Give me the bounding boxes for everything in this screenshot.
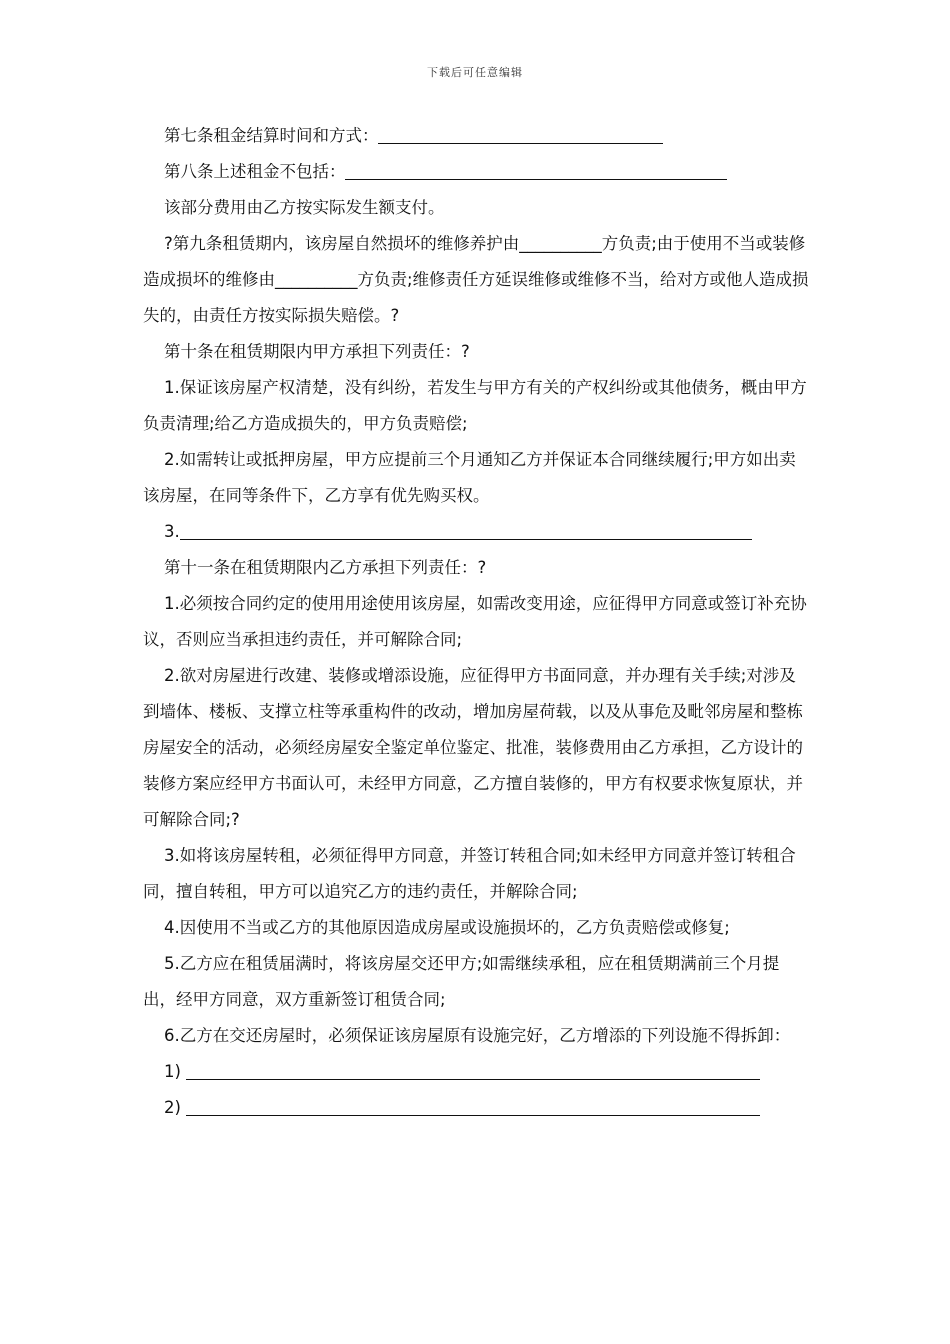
- paragraph-text: 1.保证该房屋产权清楚，没有纠纷，若发生与甲方有关的产权纠纷或其他债务，概由甲方负责清理;给乙方造成损失的，甲方负责赔偿;: [143, 378, 807, 433]
- paragraph-text: 1.必须按合同约定的使用用途使用该房屋，如需改变用途，应征得甲方同意或签订补充协议，否则应当承担违约责任，并可解除合同;: [143, 594, 807, 649]
- paragraph: [143, 1054, 809, 1090]
- paragraph: [143, 1090, 809, 1126]
- paragraph: [143, 838, 809, 910]
- fill-in-blank-line[interactable]: [378, 125, 663, 144]
- paragraph: [143, 442, 809, 514]
- paragraph-text: 第十条在租赁期限内甲方承担下列责任：?: [163, 342, 470, 361]
- paragraph-text: 3.如将该房屋转租，必须征得甲方同意，并签订转租合同;如未经甲方同意并签订转租合同，擅自转租，甲方可以追究乙方的违约责任，并解除合同;: [143, 846, 796, 901]
- paragraph-text: 该部分费用由乙方按实际发生额支付。: [163, 198, 445, 217]
- paragraph: [143, 514, 809, 550]
- fill-in-blank-line[interactable]: [186, 1061, 760, 1080]
- paragraph-text: 6.乙方在交还房屋时，必须保证该房屋原有设施完好，乙方增添的下列设施不得拆卸：: [163, 1026, 791, 1045]
- paragraph: [143, 190, 809, 226]
- paragraph: [143, 1018, 809, 1054]
- paragraph: [143, 154, 809, 190]
- paragraph-text: 2.欲对房屋进行改建、装修或增添设施，应征得甲方书面同意，并办理有关手续;对涉及到墙体、楼板、支撑立柱等承重构件的改动，增加房屋荷载，以及从事危及毗邻房屋和整栋房屋安全的活动，必须经房屋安全鉴定单位鉴定、批准，装修费用由乙方承担，乙方设计的装修方案应经甲方书面认可，未经甲方同意，乙方擅自装修的，甲方有权要求恢复原状，并可解除合同;?: [143, 666, 803, 829]
- paragraph-text: 2): [163, 1098, 187, 1117]
- paragraph: [143, 370, 809, 442]
- paragraph-text: ?第九条租赁期内，该房屋自然损坏的维修养护由__________方负责;由于使用不当或装修造成损坏的维修由__________方负责;维修责任方延误维修或维修不当，给对方或他人造成损失的，由责任方按实际损失赔偿。?: [143, 234, 809, 325]
- paragraph-text: 2.如需转让或抵押房屋，甲方应提前三个月通知乙方并保证本合同继续履行;甲方如出卖该房屋，在同等条件下，乙方享有优先购买权。: [143, 450, 796, 505]
- paragraph: [143, 550, 809, 586]
- fill-in-blank-line[interactable]: [180, 521, 752, 540]
- paragraph: [143, 226, 809, 334]
- paragraph-text: 5.乙方应在租赁届满时，将该房屋交还甲方;如需继续承租，应在租赁期满前三个月提出，经甲方同意，双方重新签订租赁合同;: [143, 954, 780, 1009]
- page-header: 下载后可任意编辑: [427, 66, 523, 79]
- paragraph-text: 第七条租金结算时间和方式：: [163, 126, 379, 145]
- paragraph: [143, 118, 809, 154]
- paragraph-text: 第八条上述租金不包括：: [163, 162, 346, 181]
- paragraph: [143, 658, 809, 838]
- paragraph-text: 第十一条在租赁期限内乙方承担下列责任：?: [163, 558, 487, 577]
- paragraph: [143, 910, 809, 946]
- fill-in-blank-line[interactable]: [345, 161, 727, 180]
- paragraph-text: 3.: [163, 522, 180, 541]
- document-body: [143, 118, 809, 1126]
- paragraph-text: 1): [163, 1062, 187, 1081]
- fill-in-blank-line[interactable]: [186, 1097, 760, 1116]
- paragraph: [143, 946, 809, 1018]
- paragraph: [143, 586, 809, 658]
- paragraph-text: 4.因使用不当或乙方的其他原因造成房屋或设施损坏的，乙方负责赔偿或修复;: [163, 918, 730, 937]
- paragraph: [143, 334, 809, 370]
